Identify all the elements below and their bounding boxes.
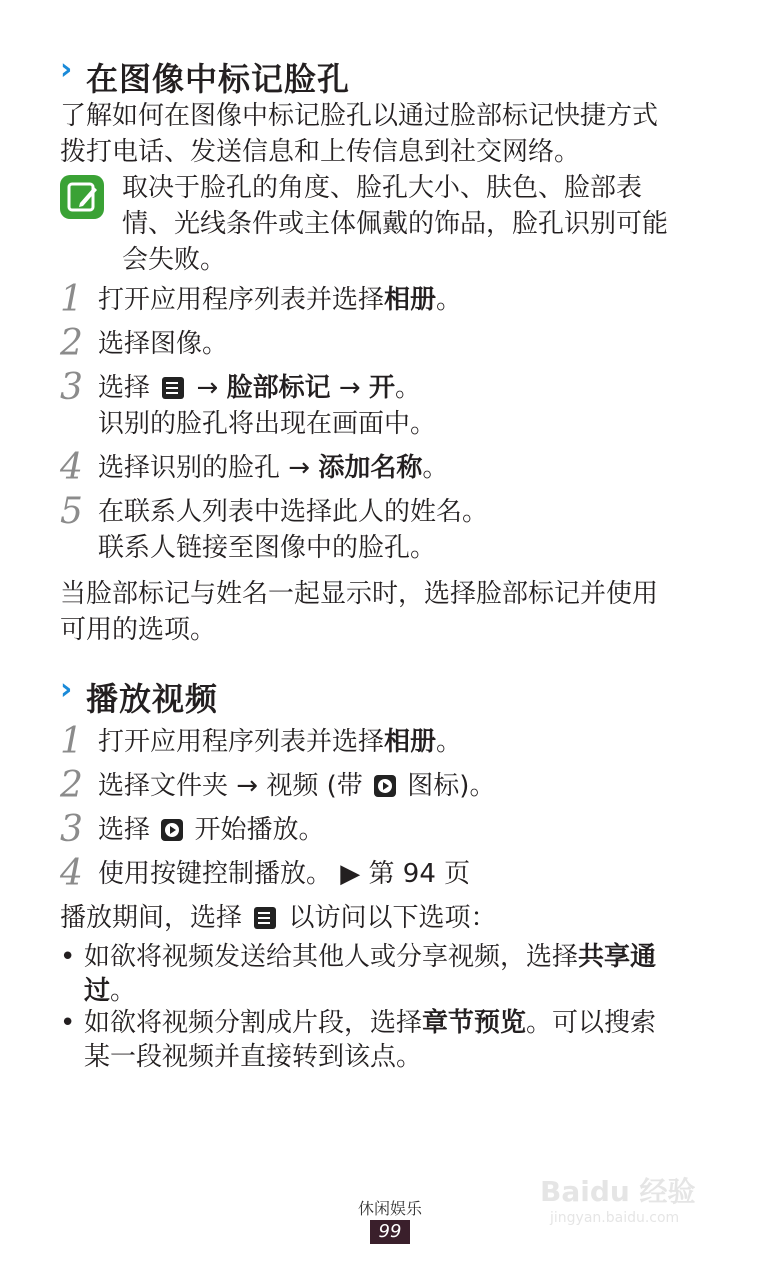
step-number: 2 [60,323,83,364]
section-chevron-icon: › [60,672,73,707]
intro-paragraph [60,98,658,170]
step-text: 在联系人列表中选择此人的姓名。 [98,497,489,527]
watermark-line: Baidu 经验 [540,1175,696,1208]
menu-icon [162,377,184,399]
step-number: 4 [60,447,83,488]
outro-line: 可用的选项。 [60,615,217,645]
step-2 [60,323,229,364]
step-number: 3 [60,809,83,850]
bullet-text [84,1006,656,1074]
step-2 [60,765,496,806]
step-text: 打开应用程序列表并选择 [98,285,385,315]
section-title: 播放视频 [86,680,219,718]
step-5 [60,491,489,532]
step-text: 图标)。 [407,771,496,801]
list-item [60,940,656,1008]
page-reference: ▶ 第 94 页 [340,859,471,889]
intro-line: 了解如何在图像中标记脸孔以通过脸部标记快捷方式 [60,101,659,131]
bullet-part: 某一段视频并直接转到该点。 [84,1042,423,1072]
watermark-logo [540,1170,740,1250]
bullet-text [84,940,656,1008]
list-item [60,1006,656,1074]
arrow: → [288,453,311,483]
step-1 [60,721,463,762]
step-3 [60,367,421,408]
step-text: 选择图像。 [98,329,229,359]
during-post: 以访问以下选项： [288,903,497,933]
step-number: 1 [60,721,83,762]
step-bold: 添加名称 [318,453,423,483]
play-icon [161,819,183,841]
step-text: 选择文件夹 [98,771,229,801]
step-number: 4 [60,853,83,894]
note-line: 情、光线条件或主体佩戴的饰品，脸孔识别可能 [122,209,669,239]
step-end: 。 [422,453,449,483]
step-bold: 相册 [384,727,437,757]
step-4 [60,447,449,488]
step-number: 2 [60,765,83,806]
bullet-bold: 共享通 [578,942,657,972]
note-line: 取决于脸孔的角度、脸孔大小、肤色、脸部表 [122,173,643,203]
step-bold: 相册 [384,285,437,315]
step-bold: 脸部标记 [226,373,331,403]
step-bold: 开 [368,373,395,403]
during-pre: 播放期间，选择 [60,903,243,933]
step-number: 3 [60,367,83,408]
menu-icon [254,907,276,929]
step-5-result: 联系人链接至图像中的脸孔。 [98,533,437,563]
bullet-bold: 过 [84,976,111,1006]
step-3 [60,809,325,850]
step-end: 。 [394,373,421,403]
step-text: 视频 (带 [266,771,363,801]
bullet-part: 。 [110,976,137,1006]
step-text: 打开应用程序列表并选择 [98,727,385,757]
bullet-bold: 章节预览 [422,1008,527,1038]
watermark-url: jingyan.baidu.com [550,1210,680,1226]
bullet-part: 如欲将视频发送给其他人或分享视频，选择 [84,942,579,972]
page-number: 99 [370,1220,410,1244]
step-1 [60,279,463,320]
step-text: 开始播放。 [194,815,325,845]
play-icon [374,775,396,797]
outro-line: 当脸部标记与姓名一起显示时，选择脸部标记并使用 [60,579,659,609]
step-text: 选择 [98,373,151,403]
pencil-note-icon [60,175,104,219]
bullet-part: 如欲将视频分割成片段，选择 [84,1008,423,1038]
step-number: 1 [60,279,83,320]
step-text: 使用按键控制播放。 [98,859,333,889]
section-title: 在图像中标记脸孔 [86,60,351,98]
step-number: 5 [60,491,83,532]
bullet-part: 。可以搜索 [526,1008,657,1038]
footer-chapter: 休闲娱乐 [357,1199,422,1218]
step-text: 选择识别的脸孔 [98,453,281,483]
step-3-result: 识别的脸孔将出现在画面中。 [98,409,437,439]
note-line: 会失败。 [122,245,227,275]
during-playback-text [60,900,497,936]
intro-line: 拨打电话、发送信息和上传信息到社交网络。 [60,137,581,167]
section-chevron-icon: › [60,52,73,87]
arrow: → [236,771,259,801]
note-text [122,170,668,278]
bullet-dot: • [60,1008,76,1038]
outro-paragraph [60,576,658,648]
bullet-dot: • [60,942,76,972]
step-text: 选择 [98,815,151,845]
arrow: → [338,373,361,403]
step-4 [60,853,471,894]
step-end: 。 [436,285,463,315]
step-end: 。 [436,727,463,757]
arrow: → [196,373,219,403]
